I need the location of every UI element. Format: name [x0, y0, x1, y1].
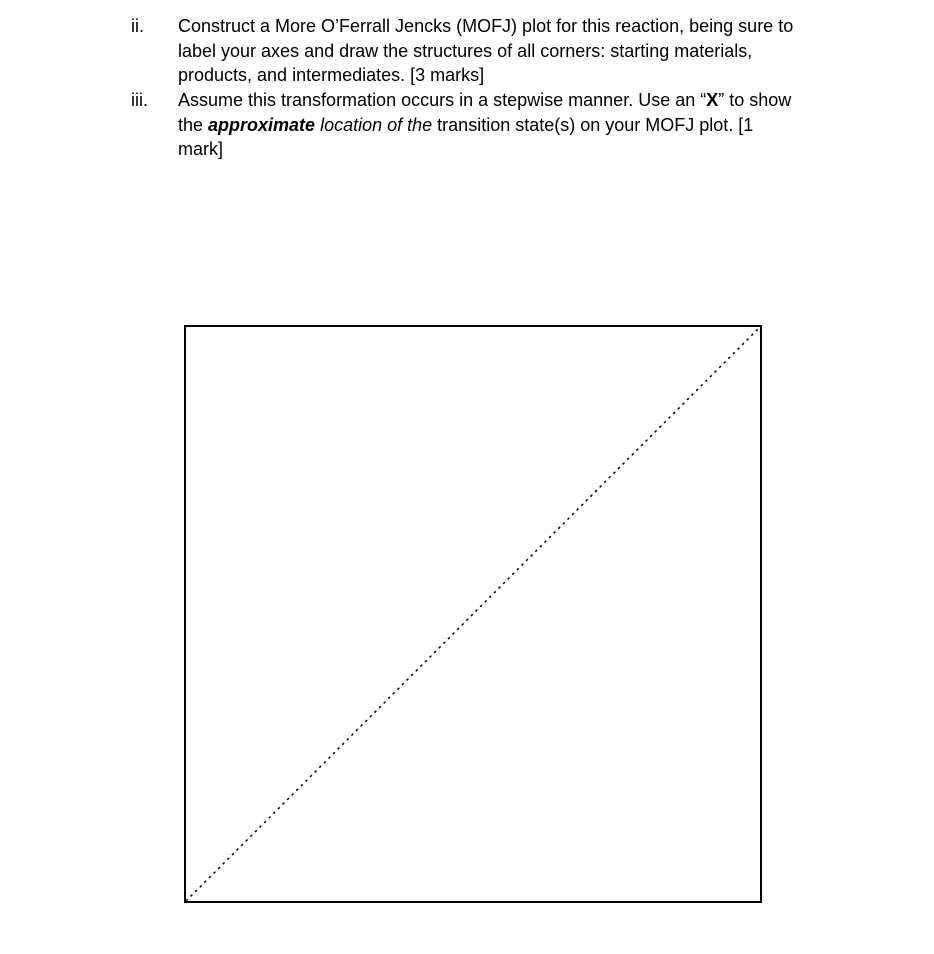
text-segment: transition state(s) on your MOFJ plot. [1: [432, 114, 754, 135]
text-segment: Assume this transformation occurs in a stepwise manner. Use an “: [178, 90, 707, 110]
mofj-plot-svg: [184, 325, 762, 903]
question-numeral: ii.: [131, 16, 144, 36]
mofj-plot-area[interactable]: [184, 325, 762, 903]
text-line: mark]: [178, 139, 223, 159]
question-text: [178, 14, 878, 88]
text-line: Construct a More O’Ferrall Jencks (MOFJ) plot for this reaction, being sure to: [178, 16, 794, 36]
diagonal-dotted-line: [186, 327, 760, 901]
text-line: [178, 113, 878, 138]
question-text: [178, 88, 878, 162]
text-line: products, and intermediates. [3 marks]: [178, 65, 485, 85]
emphasis-approximate: approximate: [208, 114, 316, 135]
text-segment: the: [178, 114, 209, 135]
bold-x: X: [706, 90, 719, 110]
italic-segment: location of the: [315, 114, 433, 135]
text-segment: ” to show: [718, 90, 792, 110]
text-line: [178, 88, 878, 113]
question-numeral: iii.: [131, 90, 148, 110]
text-line: label your axes and draw the structures of all corners: starting materials,: [178, 40, 753, 61]
